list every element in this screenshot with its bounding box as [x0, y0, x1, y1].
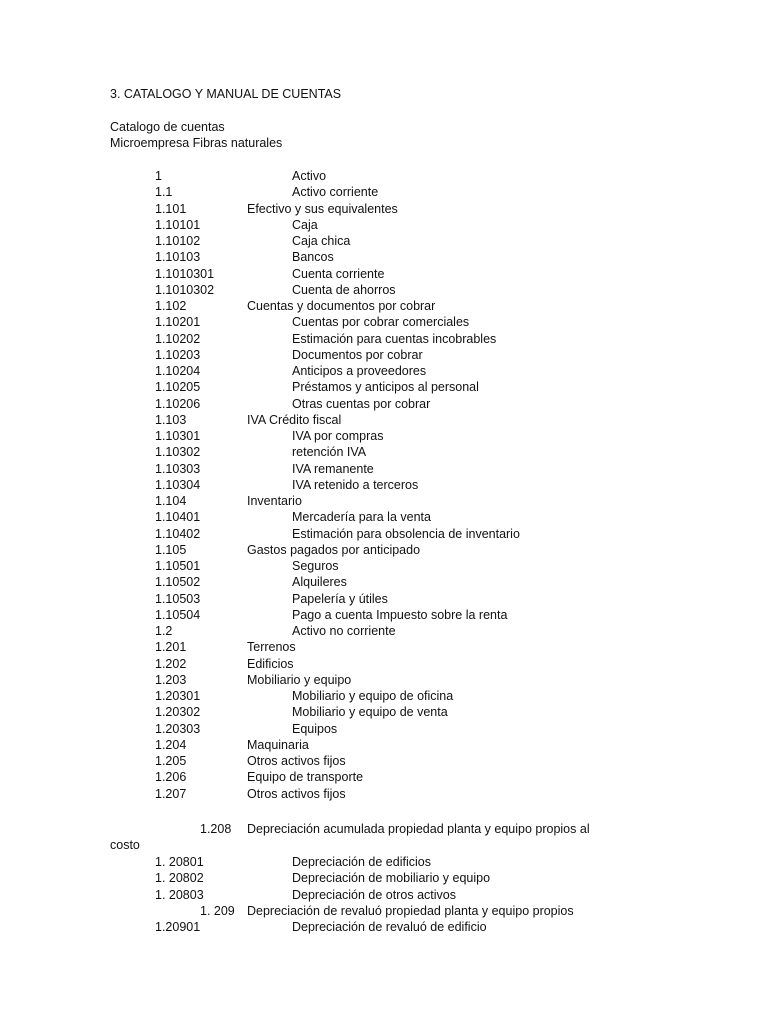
account-code: 1. 20802 [155, 871, 204, 886]
account-code: 1.202 [155, 656, 187, 671]
account-code: 1.10102 [155, 234, 201, 248]
account-row [0, 786, 768, 802]
account-row [0, 721, 768, 737]
account-code: 1.10503 [155, 591, 201, 606]
account-code: 1.10501 [155, 559, 201, 573]
account-name: Préstamos y anticipos al personal [292, 380, 479, 395]
account-name: Equipo de transporte [247, 770, 364, 785]
account-code: 1.10504 [155, 607, 201, 622]
account-name: Terrenos [247, 640, 296, 655]
account-code: 1.20901 [155, 920, 201, 934]
account-code: 1.102 [155, 299, 187, 313]
account-row [0, 509, 768, 525]
account-row [0, 591, 768, 607]
account-code: 1.20301 [155, 689, 201, 703]
account-code: 1.10302 [155, 445, 201, 460]
account-name: Edificios [247, 656, 294, 671]
account-code: 1.10101 [155, 217, 201, 232]
account-code: 1.10201 [155, 315, 201, 330]
account-name: Depreciación de mobiliario y equipo [292, 871, 491, 886]
account-name: Depreciación acumulada propiedad planta y equipo propios al [247, 822, 590, 836]
account-code: 1.10206 [155, 396, 201, 411]
account-row [0, 526, 768, 542]
account-name: Anticipos a proveedores [292, 364, 427, 378]
account-code: 1.10202 [155, 331, 201, 346]
account-code: 1.203 [155, 672, 187, 687]
account-name: Inventario [247, 494, 302, 508]
account-row [0, 331, 768, 347]
account-row [0, 412, 768, 428]
account-name: Depreciación de revaluó de edificio [292, 920, 487, 934]
account-name: retención IVA [292, 445, 367, 460]
account-name: Otros activos fijos [247, 786, 346, 801]
account-code: 1 [155, 169, 162, 183]
account-name: Gastos pagados por anticipado [247, 542, 421, 557]
account-code: 1.208 [200, 822, 232, 836]
account-row [0, 314, 768, 330]
account-code: 1.2 [155, 624, 173, 638]
account-name: Mobiliario y equipo de oficina [292, 689, 454, 703]
account-code: 1.10401 [155, 510, 201, 525]
account-row-1209 [0, 903, 768, 919]
account-code: 1.105 [155, 542, 187, 557]
account-row [0, 753, 768, 769]
account-name-continuation: costo [110, 838, 140, 852]
account-name: IVA remanente [292, 461, 374, 476]
account-name: Papelería y útiles [292, 591, 388, 606]
account-row [0, 201, 768, 217]
account-name: Caja [292, 217, 318, 232]
account-name: IVA Crédito fiscal [247, 412, 342, 427]
account-name: Mobiliario y equipo [247, 672, 352, 687]
account-name: Cuentas y documentos por cobrar [247, 299, 436, 313]
account-row [0, 282, 768, 298]
account-name: Bancos [292, 250, 334, 265]
account-code: 1.101 [155, 201, 187, 216]
account-row [0, 558, 768, 574]
account-code: 1.10203 [155, 347, 201, 362]
account-row [0, 363, 768, 379]
account-row [0, 607, 768, 623]
account-name: Caja chica [292, 234, 351, 248]
catalog-subtitle: Catalogo de cuentas [110, 120, 225, 134]
account-name: Efectivo y sus equivalentes [247, 201, 398, 216]
account-row [0, 854, 768, 870]
account-code: 1.10502 [155, 575, 201, 590]
account-row [0, 217, 768, 233]
account-code: 1.20303 [155, 721, 201, 736]
account-name: Otras cuentas por cobrar [292, 396, 431, 411]
account-row [0, 477, 768, 493]
account-row-1208 [0, 821, 768, 837]
account-name: Estimación para cuentas incobrables [292, 331, 497, 346]
account-name: Depreciación de otros activos [292, 887, 456, 902]
account-name: Estimación para obsolencia de inventario [292, 526, 520, 541]
account-code: 1.206 [155, 770, 187, 785]
account-name: Activo no corriente [292, 624, 396, 638]
account-code: 1. 20801 [155, 855, 204, 869]
account-row [0, 168, 768, 184]
account-row [0, 428, 768, 444]
account-name: Otros activos fijos [247, 754, 346, 768]
account-code: 1.204 [155, 737, 187, 752]
account-name: Mobiliario y equipo de venta [292, 705, 448, 720]
account-row [0, 574, 768, 590]
account-row [0, 656, 768, 672]
account-name: Depreciación de revaluó propiedad planta y equipo propios [247, 904, 574, 918]
account-row [0, 249, 768, 265]
account-row [0, 542, 768, 558]
account-code: 1.201 [155, 640, 187, 655]
account-code: 1.103 [155, 412, 187, 427]
account-row [0, 184, 768, 200]
account-row [0, 266, 768, 282]
account-code: 1.10205 [155, 380, 201, 395]
account-code: 1.1 [155, 185, 173, 200]
account-name: Cuenta de ahorros [292, 282, 396, 297]
account-row [0, 493, 768, 509]
company-name: Microempresa Fibras naturales [110, 136, 283, 150]
account-row [0, 298, 768, 314]
account-name: Depreciación de edificios [292, 855, 431, 869]
account-row [0, 396, 768, 412]
account-code: 1.10103 [155, 250, 201, 265]
account-code: 1.205 [155, 754, 187, 768]
account-name: IVA por compras [292, 429, 384, 443]
account-name: Activo [292, 169, 327, 183]
account-name: Equipos [292, 721, 338, 736]
account-code: 1.1010302 [155, 282, 215, 297]
account-name: Cuenta corriente [292, 266, 385, 281]
section-heading: 3. CATALOGO Y MANUAL DE CUENTAS [110, 87, 342, 101]
account-name: Alquileres [292, 575, 347, 590]
account-row [0, 887, 768, 903]
account-row [0, 769, 768, 785]
account-code: 1.207 [155, 786, 187, 801]
account-row [0, 704, 768, 720]
account-row [0, 639, 768, 655]
account-row [0, 444, 768, 460]
account-row [0, 919, 768, 935]
account-name: Documentos por cobrar [292, 347, 423, 362]
account-code: 1.10304 [155, 477, 201, 492]
account-code: 1.10301 [155, 429, 201, 443]
account-code: 1.10303 [155, 461, 201, 476]
account-name: Seguros [292, 559, 339, 573]
account-row [0, 233, 768, 249]
account-name: Cuentas por cobrar comerciales [292, 315, 470, 330]
account-name: Mercadería para la venta [292, 510, 431, 525]
account-name: Activo corriente [292, 185, 379, 200]
account-row [0, 688, 768, 704]
account-code: 1.10204 [155, 364, 201, 378]
account-code: 1.20302 [155, 705, 201, 720]
account-code: 1. 20803 [155, 887, 204, 902]
account-row [0, 347, 768, 363]
account-name: Maquinaria [247, 737, 309, 752]
account-name: IVA retenido a terceros [292, 477, 419, 492]
account-row [0, 737, 768, 753]
account-code: 1.104 [155, 494, 187, 508]
account-row [0, 379, 768, 395]
account-row [0, 623, 768, 639]
account-code: 1.1010301 [155, 266, 215, 281]
account-code: 1. 209 [200, 904, 235, 918]
account-row [0, 672, 768, 688]
account-name: Pago a cuenta Impuesto sobre la renta [292, 607, 508, 622]
account-code: 1.10402 [155, 526, 201, 541]
account-row [0, 870, 768, 886]
account-row [0, 461, 768, 477]
